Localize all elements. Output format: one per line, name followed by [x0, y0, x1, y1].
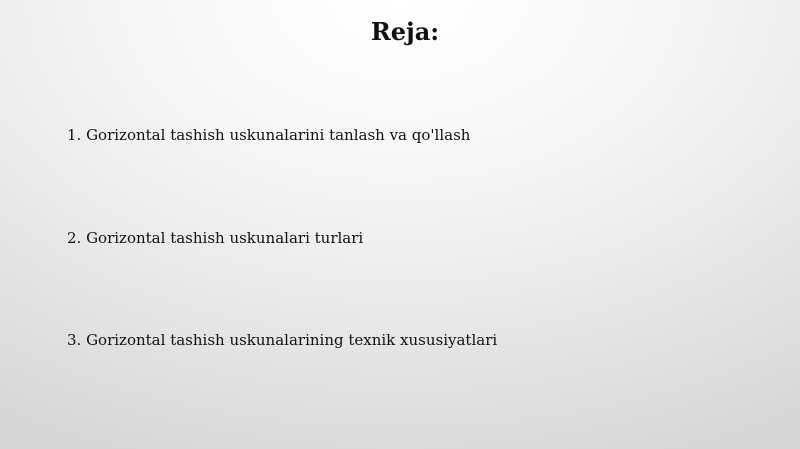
plan-item-3: 3. Gorizontal tashish uskunalarining texnik xususiyatlari [67, 331, 498, 349]
plan-item-2: 2. Gorizontal tashish uskunalari turlari [67, 229, 364, 247]
slide-title: Reja: [370, 17, 440, 46]
plan-item-1: 1. Gorizontal tashish uskunalarini tanlash va qo'llash [67, 126, 471, 144]
